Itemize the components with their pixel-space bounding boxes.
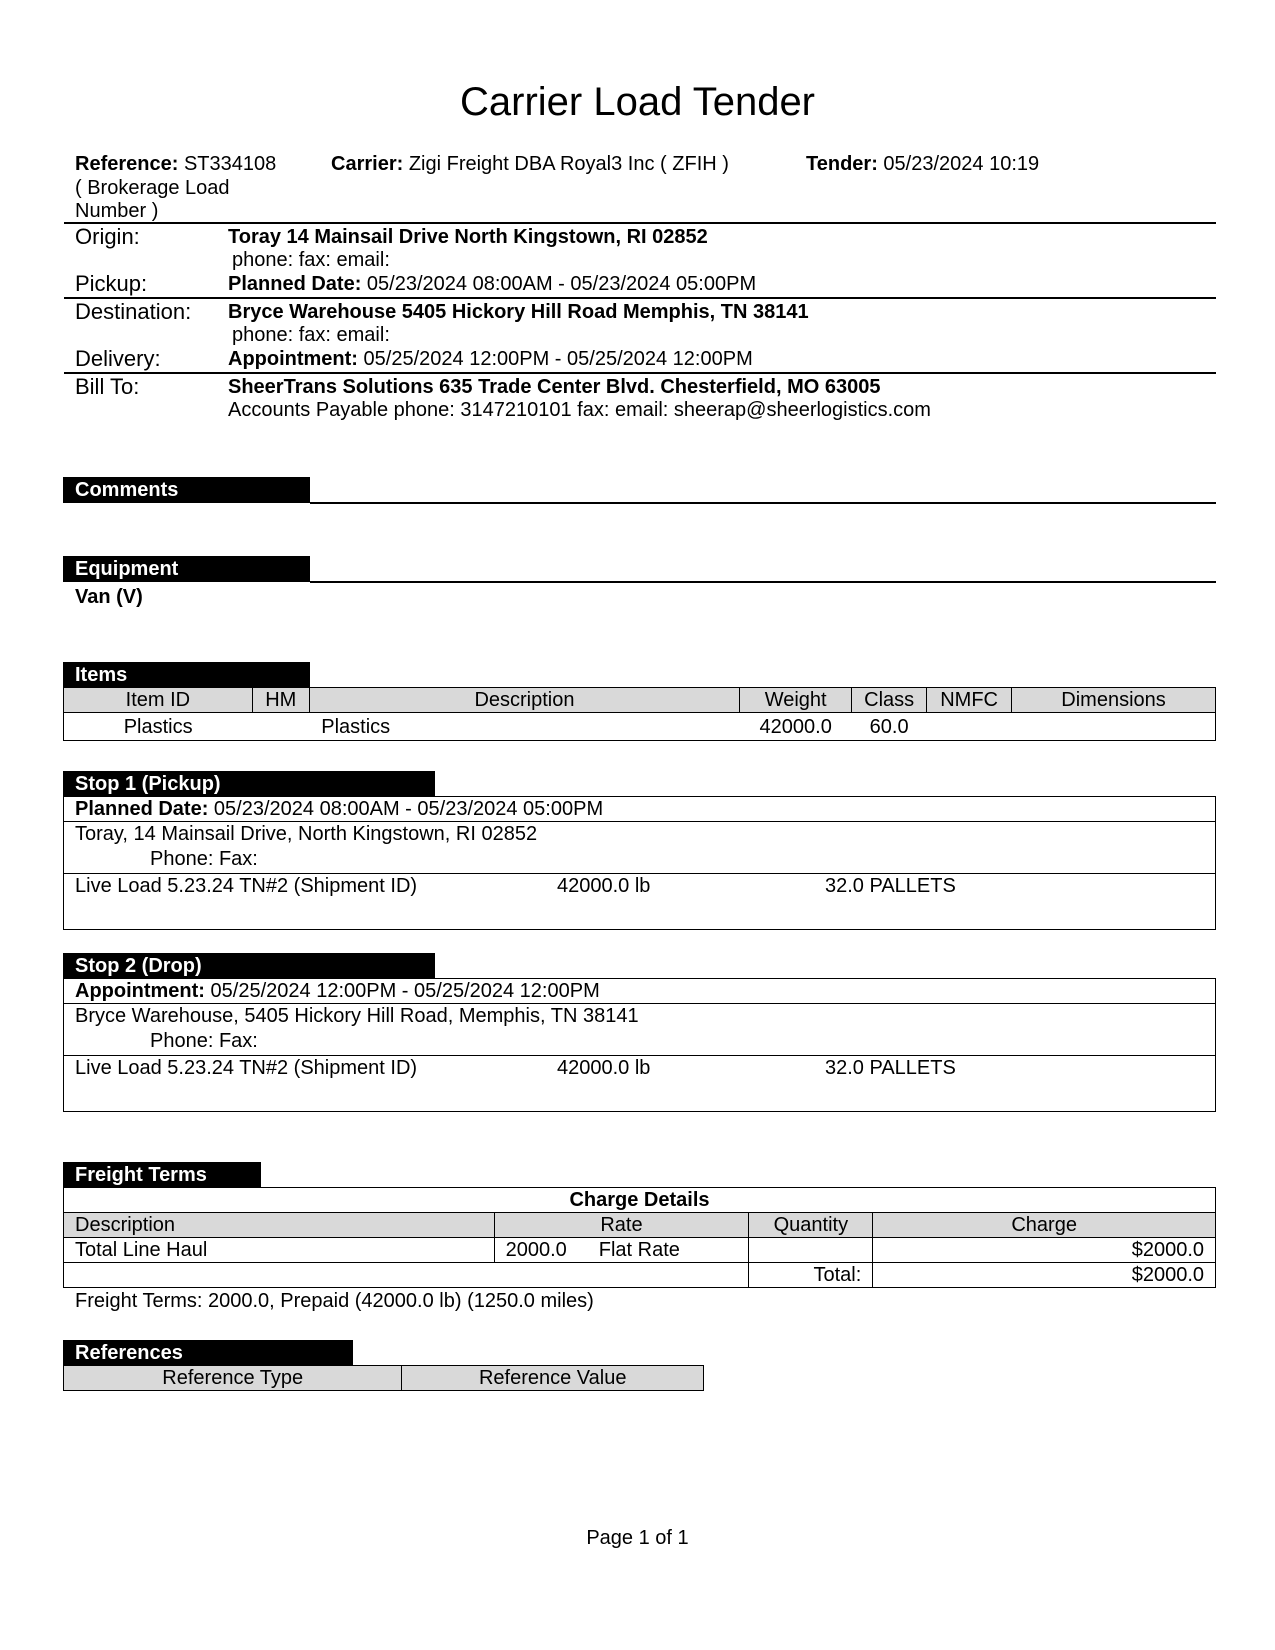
- col-item-id: Item ID: [64, 688, 253, 713]
- col-charge-description: Description: [64, 1213, 495, 1238]
- charge-header-row: [64, 1213, 1216, 1238]
- item-dimensions-cell: [1012, 713, 1216, 741]
- col-dimensions: Dimensions: [1012, 688, 1216, 713]
- col-rate: Rate: [494, 1213, 749, 1238]
- destination-label: Destination:: [75, 299, 192, 324]
- stop2-date-label: Appointment:: [75, 980, 205, 1002]
- stop2-date-row: [64, 979, 1215, 1004]
- line-description: Total Line Haul: [64, 1238, 495, 1263]
- line-charge: $2000.0: [873, 1238, 1216, 1263]
- table-row: [64, 1238, 1216, 1263]
- col-class: Class: [852, 688, 927, 713]
- stop2-weight: 42000.0 lb: [557, 1057, 651, 1079]
- table-row: [64, 713, 1216, 741]
- total-row: [64, 1263, 1216, 1288]
- origin-label: Origin:: [75, 224, 140, 249]
- destination-contact: phone: fax: email:: [232, 324, 390, 346]
- divider: [64, 372, 1216, 374]
- stop2-box: [63, 978, 1216, 1112]
- col-reference-value: Reference Value: [402, 1366, 704, 1391]
- stop2-address: Bryce Warehouse, 5405 Hickory Hill Road, Memphis, TN 38141: [75, 1005, 639, 1027]
- divider: [64, 222, 1216, 224]
- pickup-label: Pickup:: [75, 271, 148, 296]
- item-description-cell: Plastics: [309, 713, 739, 741]
- stop1-box: [63, 796, 1216, 930]
- stop1-shipment-id: Live Load 5.23.24 TN#2 (Shipment ID): [75, 875, 418, 897]
- stop2-shipment-id: Live Load 5.23.24 TN#2 (Shipment ID): [75, 1057, 418, 1079]
- tender-label: Tender:: [806, 153, 878, 175]
- equipment-header: Equipment: [63, 556, 310, 582]
- tender-value: 05/23/2024 10:19: [883, 153, 1040, 175]
- stop1-contact: Phone: Fax:: [150, 848, 258, 870]
- bill-to-label: Bill To:: [75, 374, 140, 399]
- equipment-rule: [310, 581, 1216, 583]
- delivery-date: [228, 347, 753, 371]
- col-weight: Weight: [740, 688, 852, 713]
- destination-address: Bryce Warehouse 5405 Hickory Hill Road Memphis, TN 38141: [228, 301, 809, 323]
- stop1-date-value: 05/23/2024 08:00AM - 05/23/2024 05:00PM: [213, 798, 604, 820]
- stop1-shipment-row: [64, 874, 1215, 926]
- stop2-shipment-row: [64, 1056, 1215, 1108]
- line-quantity: [749, 1238, 873, 1263]
- total-value: $2000.0: [873, 1263, 1216, 1288]
- total-spacer: [64, 1263, 749, 1288]
- stop1-address: Toray, 14 Mainsail Drive, North Kingstown, RI 02852: [75, 823, 538, 845]
- items-table: [63, 687, 1216, 741]
- page-number: Page 1 of 1: [586, 1527, 689, 1549]
- appointment-value: 05/25/2024 12:00PM - 05/25/2024 12:00PM: [363, 348, 753, 370]
- stop1-header: Stop 1 (Pickup): [63, 771, 435, 797]
- charge-details-title: Charge Details: [64, 1188, 1216, 1213]
- origin-contact: phone: fax: email:: [232, 249, 390, 271]
- col-charge: Charge: [873, 1213, 1216, 1238]
- item-id-cell: Plastics: [64, 713, 253, 741]
- pickup-date: [228, 272, 756, 296]
- item-hm-cell: [252, 713, 309, 741]
- line-rate-cell: [494, 1238, 749, 1263]
- equipment-value: Van (V): [75, 586, 143, 608]
- references-header-row: [64, 1366, 704, 1391]
- stop1-date-label: Planned Date:: [75, 798, 209, 820]
- line-rate: 2000.0: [505, 1239, 567, 1261]
- stop2-pallets: 32.0 PALLETS: [825, 1057, 956, 1079]
- carrier-label: Carrier:: [331, 153, 404, 175]
- reference-label: Reference:: [75, 153, 179, 175]
- reference-value: ST334108: [183, 153, 277, 175]
- carrier-value: Zigi Freight DBA Royal3 Inc ( ZFIH ): [408, 153, 729, 175]
- reference-field: [75, 152, 276, 176]
- divider: [64, 297, 1216, 299]
- freight-terms-text: Freight Terms: 2000.0, Prepaid (42000.0 lb) (1250.0 miles): [75, 1290, 594, 1312]
- freight-terms-header: Freight Terms: [63, 1162, 261, 1188]
- bill-to-address: SheerTrans Solutions 635 Trade Center Blvd. Chesterfield, MO 63005: [228, 376, 881, 398]
- bill-to-contact: Accounts Payable phone: 3147210101 fax: email: sheerap@sheerlogistics.com: [228, 399, 931, 421]
- stop2-header: Stop 2 (Drop): [63, 953, 435, 979]
- comments-rule: [310, 502, 1216, 504]
- comments-header: Comments: [63, 477, 310, 503]
- col-quantity: Quantity: [749, 1213, 873, 1238]
- item-nmfc-cell: [927, 713, 1012, 741]
- stop1-pallets: 32.0 PALLETS: [825, 875, 956, 897]
- col-description: Description: [309, 688, 739, 713]
- item-class-cell: 60.0: [852, 713, 927, 741]
- delivery-label: Delivery:: [75, 346, 161, 371]
- origin-address: Toray 14 Mainsail Drive North Kingstown, RI 02852: [228, 226, 708, 248]
- reference-note-1: ( Brokerage Load: [75, 177, 230, 199]
- stop1-weight: 42000.0 lb: [557, 875, 651, 897]
- document-title: Carrier Load Tender: [459, 80, 816, 124]
- tender-field: [806, 152, 1039, 176]
- references-header: References: [63, 1340, 353, 1366]
- planned-date-label: Planned Date:: [228, 273, 362, 295]
- total-label: Total:: [749, 1263, 873, 1288]
- planned-date-value: 05/23/2024 08:00AM - 05/23/2024 05:00PM: [366, 273, 757, 295]
- col-reference-type: Reference Type: [64, 1366, 402, 1391]
- stop1-date-row: [64, 797, 1215, 822]
- stop1-address-row: [64, 822, 1215, 874]
- col-hm: HM: [252, 688, 309, 713]
- reference-note-2: Number ): [75, 200, 159, 222]
- appointment-label: Appointment:: [228, 348, 358, 370]
- item-weight-cell: 42000.0: [740, 713, 852, 741]
- references-table: [63, 1365, 704, 1391]
- charge-details-table: [63, 1187, 1216, 1288]
- stop2-address-row: [64, 1004, 1215, 1056]
- items-header: Items: [63, 662, 310, 688]
- col-nmfc: NMFC: [927, 688, 1012, 713]
- stop2-date-value: 05/25/2024 12:00PM - 05/25/2024 12:00PM: [210, 980, 600, 1002]
- line-rate-type: Flat Rate: [598, 1239, 680, 1261]
- carrier-field: [331, 152, 729, 176]
- items-header-row: [64, 688, 1216, 713]
- stop2-contact: Phone: Fax:: [150, 1030, 258, 1052]
